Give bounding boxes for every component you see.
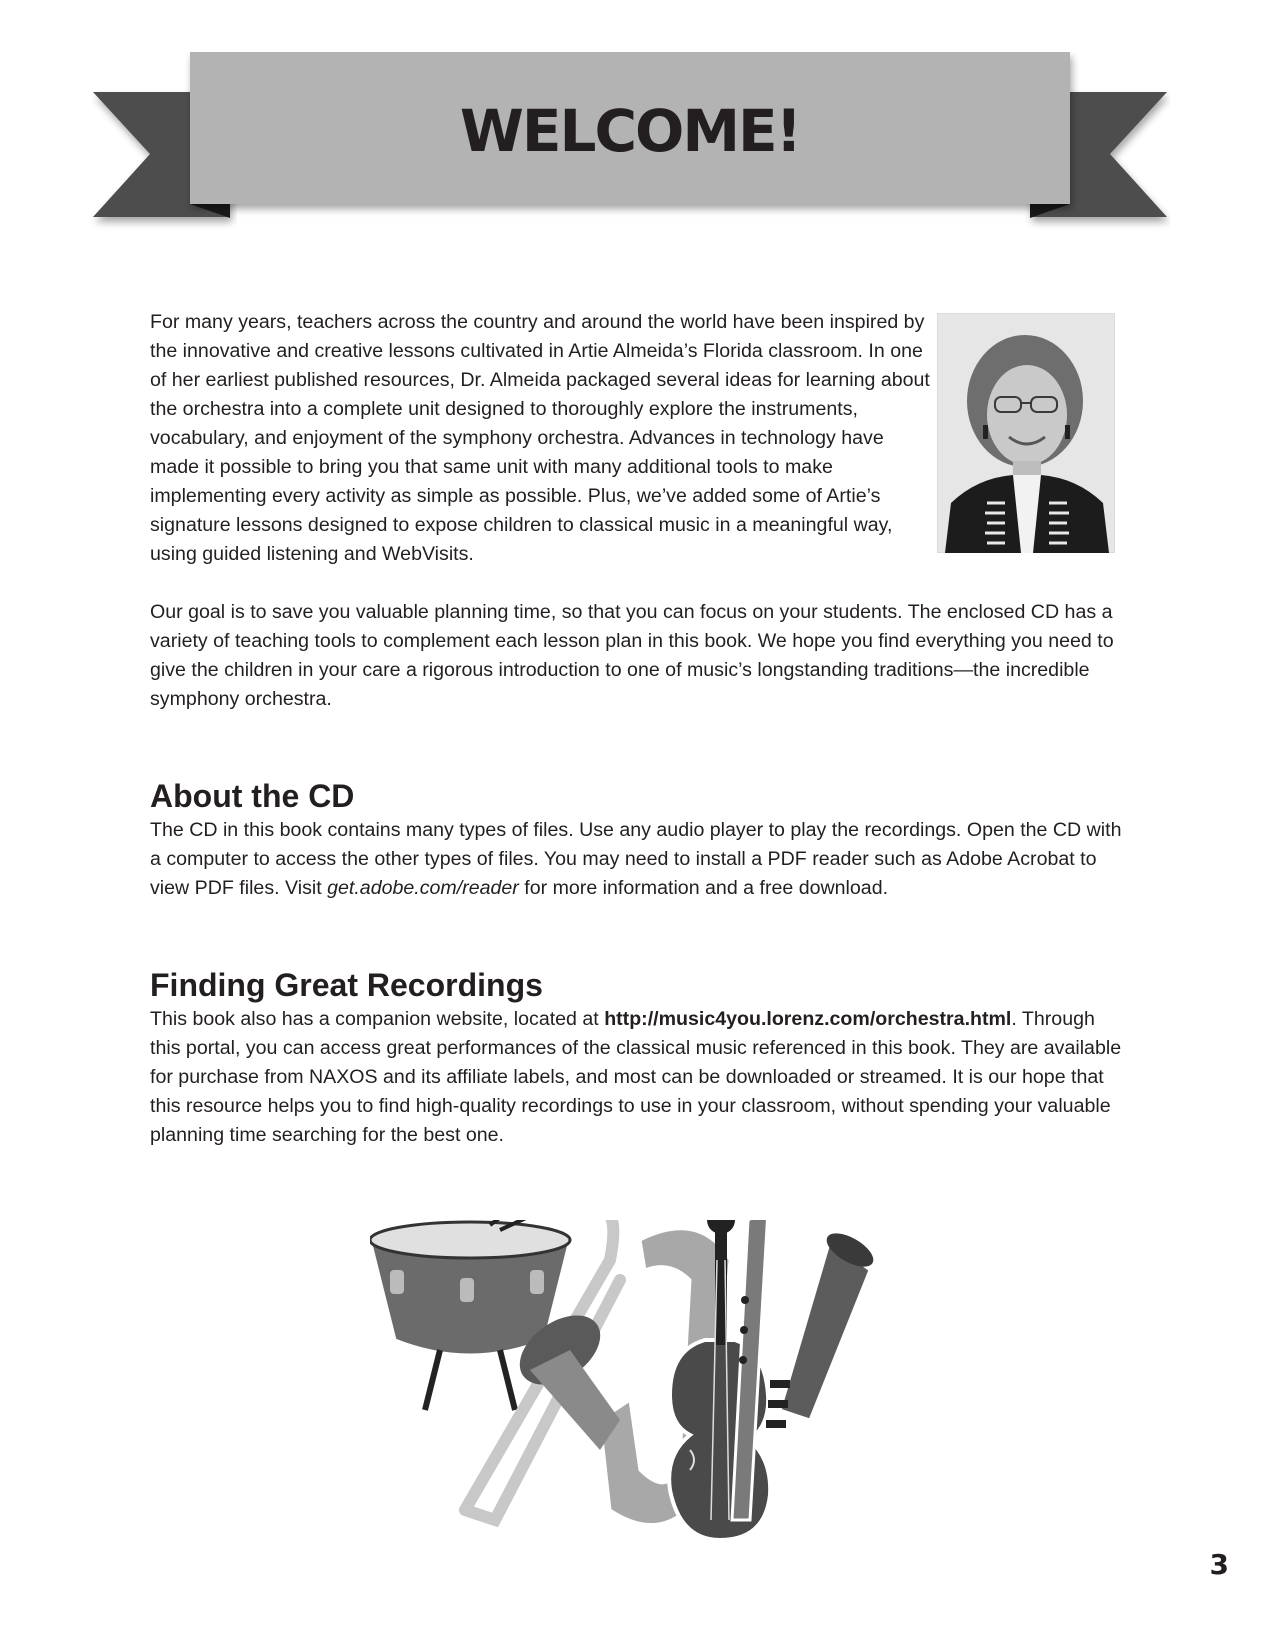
- adobe-reader-link[interactable]: get.adobe.com/reader: [327, 877, 519, 899]
- recordings-text-end: . Through this portal, you can access great performances of the classical music referenced in this book. They are available for purchase from NAXOS and its affiliate labels, and most can be downloaded or streamed. It is our hope that this resource helps you to find high-quality recordings to use in your classroom, without spending your valuable planning time searching for the best one.: [150, 1008, 1122, 1146]
- recordings-text: This book also has a companion website, located at: [150, 1008, 605, 1030]
- intro-paragraph-2: Our goal is to save you valuable planning time, so that you can focus on your students. The enclosed CD has a variety of teaching tools to complement each lesson plan in this book. We hope you find everything you need to give the children in your care a rigorous introduction to one of music’s longstanding traditions—the incredible symphony orchestra.: [150, 601, 1114, 710]
- about-cd-text: The CD in this book contains many types of files. Use any audio player to play the recordings. Open the CD with a computer to access the other types of files. You may need to install a PDF reader such as Adobe Acrobat to view PDF files. Visit: [150, 819, 1122, 899]
- page-title: WELCOME!: [459, 97, 801, 165]
- about-cd-text-end: for more information and a free download.: [518, 877, 889, 899]
- intro-paragraph-1: For many years, teachers across the country and around the world have been inspired by the innovative and creative lessons cultivated in Artie Almeida’s Florida classroom. In one of her earliest published resources, Dr. Almeida packaged several ideas for learning about the orchestra into a complete unit designed to thoroughly explore the instruments, vocabulary, and enjoyment of the symphony orchestra. Advances in technology have made it possible to bring you that same unit with many additional tools to make implementing every activity as simple as possible. Plus, we’ve added some of Artie’s signature lessons designed to expose children to classical music in a meaningful way, using guided listening and WebVisits.: [150, 311, 930, 565]
- orchestra-instruments-illustration: [370, 1220, 890, 1550]
- companion-website-link[interactable]: http://music4you.lorenz.com/orchestra.html: [604, 1008, 1012, 1030]
- recordings-paragraph: [150, 1005, 1130, 1150]
- about-cd-paragraph: [150, 816, 1130, 903]
- recordings-heading: Finding Great Recordings: [150, 967, 543, 1003]
- page-number: 3: [1209, 1548, 1229, 1581]
- about-cd-heading: About the CD: [150, 778, 355, 814]
- page-content: [150, 308, 1130, 1150]
